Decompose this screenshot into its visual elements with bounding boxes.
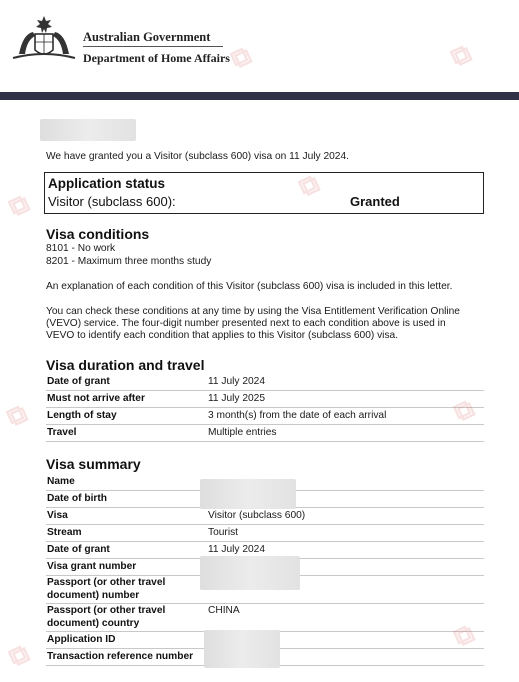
- coat-of-arms-icon: [9, 14, 79, 64]
- condition-item: 8101 - No work: [46, 243, 116, 254]
- government-name: Australian Government: [83, 30, 211, 44]
- row-label: Stream: [47, 527, 82, 538]
- row-value: Tourist: [208, 527, 239, 538]
- grant-statement: We have granted you a Visitor (subclass 600) visa on 11 July 2024.: [46, 151, 349, 162]
- row-label: Transaction reference number: [47, 651, 194, 662]
- row-label: Date of grant: [47, 376, 110, 387]
- watermark-mark: ⧉: [226, 39, 256, 75]
- letterhead: [0, 0, 519, 92]
- watermark-mark: ⧉: [4, 187, 34, 223]
- row-label: Visa: [47, 510, 68, 521]
- row-label: Application ID: [47, 634, 116, 645]
- redacted-grant-number: [200, 556, 300, 590]
- row-value: CHINA: [208, 605, 240, 616]
- department-name: Department of Home Affairs: [83, 51, 230, 65]
- watermark-mark: ⧉: [446, 37, 476, 73]
- row-label: Passport (or other travel document) country: [47, 605, 166, 629]
- row-value: 3 month(s) from the date of each arrival: [208, 410, 387, 421]
- watermark-mark: ⧉: [449, 617, 479, 653]
- row-label: Date of grant: [47, 544, 110, 555]
- watermark-mark: ⧉: [4, 637, 34, 673]
- duration-title: Visa duration and travel: [46, 357, 205, 373]
- row-value: 11 July 2025: [208, 393, 266, 404]
- application-status-title: Application status: [48, 176, 166, 191]
- visa-conditions-title: Visa conditions: [46, 226, 150, 242]
- conditions-explanation: An explanation of each condition of this Visitor (subclass 600) visa is included in this letter.: [46, 281, 453, 292]
- summary-row: [46, 508, 484, 525]
- row-label: Length of stay: [47, 410, 117, 421]
- vevo-paragraph-line: (VEVO) service. The four-digit number presented next to each condition above is used in: [46, 318, 446, 329]
- watermark-mark: ⧉: [449, 392, 479, 428]
- summary-title: Visa summary: [46, 456, 141, 472]
- duration-row: [46, 408, 484, 425]
- row-value: 11 July 2024: [208, 544, 266, 555]
- duration-row: [46, 425, 484, 442]
- condition-item: 8201 - Maximum three months study: [46, 256, 212, 267]
- duration-row: [46, 374, 484, 391]
- row-value: 11 July 2024: [208, 376, 266, 387]
- row-label: Visa grant number: [47, 561, 137, 572]
- header-divider: [83, 46, 223, 47]
- vevo-paragraph-line: You can check these conditions at any time by using the Visa Entitlement Verification Online: [46, 306, 460, 317]
- summary-row: [46, 525, 484, 542]
- status-visa-label: Visitor (subclass 600):: [48, 194, 176, 209]
- duration-row: [46, 391, 484, 408]
- row-label: Date of birth: [47, 493, 107, 504]
- watermark-mark: ⧉: [294, 167, 324, 203]
- redacted-name: [200, 479, 296, 509]
- status-value: Granted: [350, 194, 400, 209]
- watermark-mark: ⧉: [2, 397, 32, 433]
- row-label: Travel: [47, 427, 77, 438]
- vevo-paragraph-line: VEVO to identify each condition that applies to this Visitor (subclass 600) visa.: [46, 330, 399, 341]
- row-value: Visitor (subclass 600): [208, 510, 306, 521]
- summary-row: [46, 604, 484, 632]
- redacted-application-id: [204, 630, 280, 668]
- row-label: Name: [47, 476, 75, 487]
- application-status-box: [44, 172, 484, 214]
- row-label: Passport (or other travel document) number: [47, 577, 166, 601]
- redacted-addressee: [40, 119, 136, 141]
- row-value: Multiple entries: [208, 427, 277, 438]
- row-label: Must not arrive after: [47, 393, 145, 404]
- header-bar: [0, 92, 519, 100]
